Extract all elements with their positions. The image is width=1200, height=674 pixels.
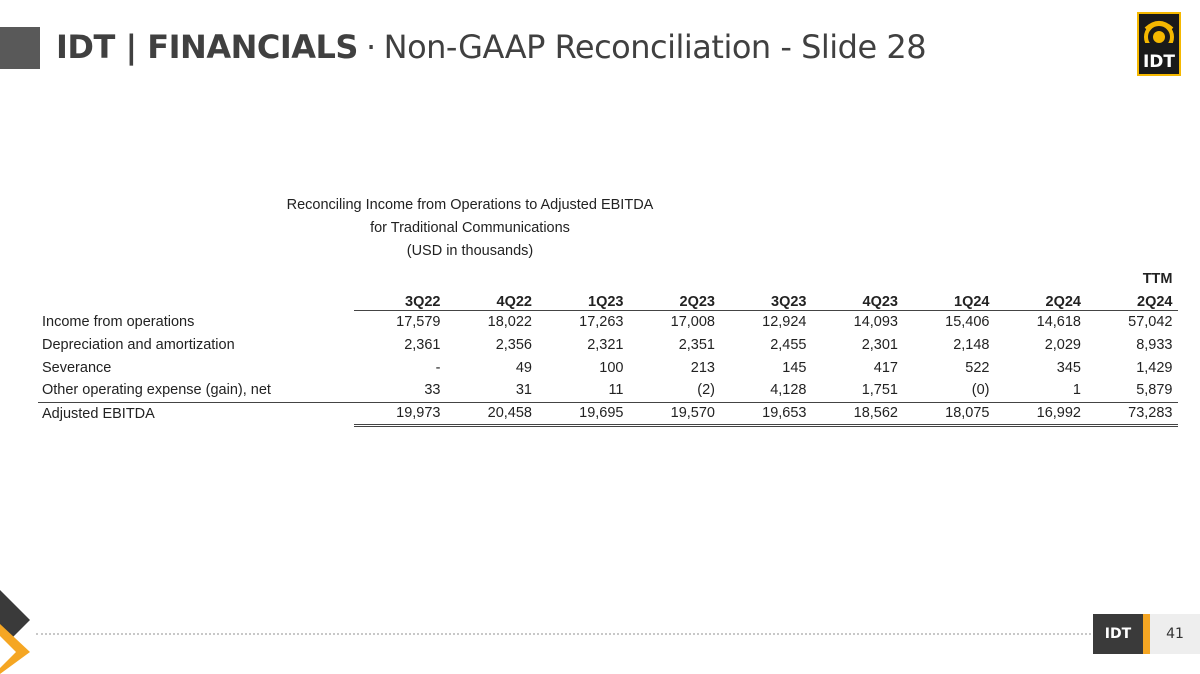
footer-accent	[1143, 614, 1150, 654]
header-row-ttm	[38, 265, 1178, 287]
table-cell: 49	[515, 359, 532, 376]
table-cell: 2,148	[953, 336, 990, 353]
title-rest: Non-GAAP Reconciliation - Slide 28	[383, 28, 927, 66]
table-cell: 417	[873, 359, 898, 376]
table-caption-line3: (USD in thousands)	[406, 243, 534, 259]
table-cell: 12,924	[762, 313, 807, 330]
table-cell: 33	[424, 382, 441, 399]
table-cell: 2,301	[861, 336, 898, 353]
column-header: 3Q22	[354, 287, 446, 310]
header-row	[38, 287, 1178, 310]
table-cell: 100	[599, 359, 624, 376]
table-cell: 1,751	[861, 382, 898, 399]
table-cell: 213	[690, 359, 715, 376]
column-header: 2Q24	[995, 287, 1087, 310]
table-cell: 4,128	[770, 382, 807, 399]
table-cell: 5,879	[1136, 382, 1173, 399]
table-row	[38, 356, 1178, 379]
column-header: 1Q24	[903, 287, 995, 310]
table-caption-line2: for Traditional Communications	[370, 220, 570, 236]
table-cell: 73,283	[1086, 402, 1178, 425]
table-cell: 14,618	[1036, 313, 1081, 330]
corner-chevron-icon	[0, 590, 40, 674]
table-cell: 1	[1072, 382, 1081, 399]
table-row	[38, 333, 1178, 356]
page-title	[56, 24, 926, 70]
ttm-label: TTM	[1142, 271, 1173, 287]
table-cell: 15,406	[945, 313, 990, 330]
table-row	[38, 379, 1178, 402]
column-header: 3Q23	[720, 287, 812, 310]
table-cell: 11	[608, 382, 624, 399]
row-label: Other operating expense (gain), net	[42, 382, 271, 399]
table-cell: 18,022	[487, 313, 532, 330]
table-cell: 16,992	[995, 402, 1087, 425]
table-cell: 2,321	[587, 336, 624, 353]
table-cell: 19,570	[629, 402, 721, 425]
table-cell: 17,263	[579, 313, 624, 330]
table-cell: 2,351	[678, 336, 715, 353]
page-number: 41	[1150, 614, 1200, 654]
table-cell: 2,029	[1044, 336, 1081, 353]
table-cell: 17,008	[670, 313, 715, 330]
row-label: Severance	[42, 359, 112, 376]
table-cell: 2,361	[404, 336, 441, 353]
title-accent-block	[0, 27, 40, 69]
table-cell: 345	[1056, 359, 1081, 376]
row-label: Adjusted EBITDA	[38, 402, 354, 425]
table-cell: 20,458	[446, 402, 538, 425]
row-label: Depreciation and amortization	[42, 336, 235, 353]
total-row	[38, 402, 1178, 425]
table-cell: 14,093	[853, 313, 898, 330]
table-cell: 31	[515, 382, 532, 399]
table-cell: 2,356	[495, 336, 532, 353]
table-cell: 2,455	[770, 336, 807, 353]
footer-divider	[36, 633, 1091, 635]
table-cell: 57,042	[1128, 313, 1173, 330]
table-cell: 8,933	[1136, 336, 1173, 353]
column-header: 1Q23	[537, 287, 629, 310]
reconciliation-table	[38, 265, 1178, 427]
table-cell: 19,653	[720, 402, 812, 425]
column-header: 2Q23	[629, 287, 721, 310]
row-label: Income from operations	[42, 313, 195, 330]
table-cell: 18,075	[903, 402, 995, 425]
table-cell: 19,695	[537, 402, 629, 425]
table-cell: 1,429	[1136, 359, 1173, 376]
table-caption-line1: Reconciling Income from Operations to Adjusted EBITDA	[286, 197, 654, 213]
table-cell: 17,579	[396, 313, 441, 330]
table-cell: 522	[965, 359, 990, 376]
logo-swoosh-icon	[1140, 15, 1178, 53]
footer-brand: IDT	[1093, 614, 1143, 654]
logo-text: IDT	[1142, 52, 1176, 72]
table-row	[38, 310, 1178, 333]
table-cell: (2)	[697, 382, 715, 399]
table-cell: 18,562	[812, 402, 904, 425]
table-cell: -	[435, 359, 441, 376]
column-header: 4Q22	[446, 287, 538, 310]
column-header: 4Q23	[812, 287, 904, 310]
table-cell: 19,973	[354, 402, 446, 425]
title-bold: IDT | FINANCIALS	[56, 28, 358, 66]
table-cell: 145	[782, 359, 807, 376]
column-header: 2Q24	[1086, 287, 1178, 310]
table-cell: (0)	[971, 382, 990, 399]
title-separator: ·	[365, 28, 376, 66]
